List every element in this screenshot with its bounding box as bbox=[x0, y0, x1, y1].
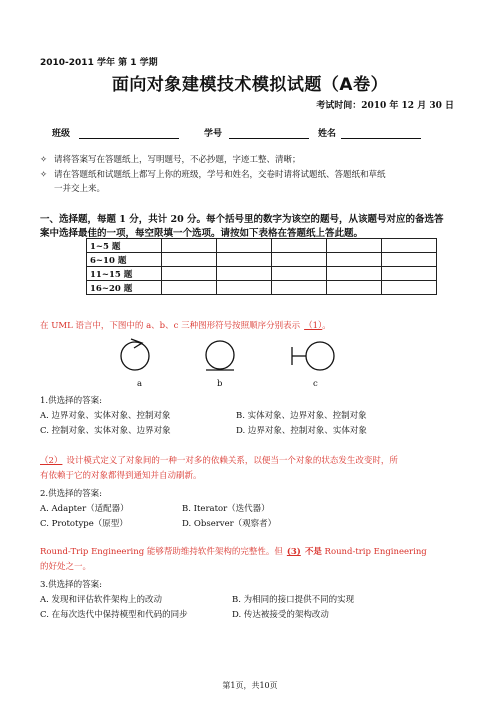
answer-table bbox=[86, 238, 437, 295]
answer-cell bbox=[162, 239, 217, 253]
answer-cell bbox=[217, 267, 272, 281]
uml-symbols-figure bbox=[110, 336, 350, 376]
table-row bbox=[87, 281, 437, 295]
q1-options-label: 1.供选择的答案: bbox=[40, 396, 102, 406]
answer-cell bbox=[272, 253, 327, 267]
q1-option-d: D. 边界对象、控制对象、实体对象 bbox=[236, 426, 367, 436]
section1-line1: 一、选择题，每题 1 分，共计 20 分。每个括号里的数字为该空的题号，从该题号对应的备选答 bbox=[40, 214, 444, 225]
answer-cell bbox=[327, 253, 382, 267]
answer-cell bbox=[382, 239, 437, 253]
year-term: 2010-2011 学年 第 1 学期 bbox=[40, 58, 158, 68]
exam-title: 面向对象建模技术模拟试题（A卷） bbox=[111, 75, 389, 95]
entity-object-icon bbox=[206, 341, 234, 370]
q3-option-a: A. 发现和评估软件架构上的改动 bbox=[40, 595, 163, 605]
answer-cell bbox=[272, 239, 327, 253]
answer-cell bbox=[327, 239, 382, 253]
q2-line2: 有依赖于它的对象都得到通知并自动刷新。 bbox=[40, 471, 202, 481]
figure-label-b: b bbox=[217, 379, 223, 389]
q2-line1: （2） 设计模式定义了对象间的一种一对多的依赖关系，以便当一个对象的状态发生改变时，所 bbox=[40, 456, 398, 466]
table-row bbox=[87, 253, 437, 267]
q2-option-b: B. Iterator（迭代器） bbox=[182, 504, 270, 514]
q1-option-a: A. 边界对象、实体对象、控制对象 bbox=[40, 411, 171, 421]
page-footer: 第1页，共10页 bbox=[222, 681, 278, 690]
q3-line2: 的好处之一。 bbox=[40, 562, 92, 572]
id-label: 学号 bbox=[204, 129, 223, 139]
q3-option-c: C. 在每次迭代中保持模型和代码的同步 bbox=[40, 610, 188, 620]
q2-option-c: C. Prototype（原型） bbox=[40, 519, 128, 529]
q3-line1: Round-Trip Engineering 能够帮助维持软件架构的完整性。但 (3) 不是 Round-trip Engineering bbox=[40, 547, 427, 557]
answer-cell bbox=[382, 253, 437, 267]
name-field bbox=[318, 126, 421, 139]
note-2: ✧ 请在答题纸和试题纸上都写上你的班级，学号和姓名，交卷时请将试题纸、答题纸和草纸 bbox=[40, 170, 386, 180]
exam-time: 考试时间：2010 年 12 月 30 日 bbox=[316, 101, 454, 111]
control-object-icon bbox=[121, 339, 149, 370]
diamond-bullet-icon: ✧ bbox=[40, 170, 48, 180]
answer-cell bbox=[272, 267, 327, 281]
class-underline bbox=[79, 128, 179, 139]
q2-option-a: A. Adapter（适配器） bbox=[40, 504, 129, 514]
name-underline bbox=[341, 128, 421, 139]
name-label: 姓名 bbox=[318, 129, 337, 139]
section1-line2: 案中选择最佳的一项，每空限填一个选项。请按如下表格在答题纸上答此题。 bbox=[40, 228, 364, 239]
boundary-object-icon bbox=[292, 342, 334, 370]
answer-cell bbox=[217, 281, 272, 295]
id-underline bbox=[229, 128, 309, 139]
q1-option-c: C. 控制对象、实体对象、边界对象 bbox=[40, 426, 171, 436]
q1-blank: （1） bbox=[304, 321, 323, 331]
note-2-cont: 一并交上来。 bbox=[54, 184, 106, 194]
q1-option-b: B. 实体对象、边界对象、控制对象 bbox=[236, 411, 367, 421]
row-label: 11~15 题 bbox=[87, 267, 162, 281]
q3-option-d: D. 传达被接受的架构改动 bbox=[232, 610, 329, 620]
q3-options-label: 3.供选择的答案: bbox=[40, 580, 102, 590]
answer-cell bbox=[382, 267, 437, 281]
q1-text: 在 UML 语言中，下图中的 a、b、c 三种图形符号按照顺序分别表示 （1）。 bbox=[40, 321, 331, 331]
class-label: 班级 bbox=[52, 129, 71, 139]
answer-cell bbox=[217, 253, 272, 267]
q2-blank: （2） bbox=[40, 456, 63, 466]
diamond-bullet-icon: ✧ bbox=[40, 155, 48, 165]
figure-label-a: a bbox=[137, 379, 143, 389]
id-field bbox=[204, 126, 309, 139]
row-label: 1~5 题 bbox=[87, 239, 162, 253]
answer-cell bbox=[217, 239, 272, 253]
answer-cell bbox=[382, 281, 437, 295]
q2-options-label: 2.供选择的答案: bbox=[40, 489, 102, 499]
note-1: ✧ 请将答案写在答题纸上，写明题号，不必抄题，字迹工整、清晰； bbox=[40, 155, 301, 165]
figure-label-c: c bbox=[313, 379, 318, 389]
answer-cell bbox=[162, 281, 217, 295]
answer-cell bbox=[162, 267, 217, 281]
q2-option-d: D. Observer（观察者） bbox=[182, 519, 277, 529]
answer-cell bbox=[272, 281, 327, 295]
table-row bbox=[87, 239, 437, 253]
row-label: 6~10 题 bbox=[87, 253, 162, 267]
answer-cell bbox=[327, 281, 382, 295]
table-row bbox=[87, 267, 437, 281]
answer-cell bbox=[162, 253, 217, 267]
class-field bbox=[52, 126, 179, 139]
row-label: 16~20 题 bbox=[87, 281, 162, 295]
answer-cell bbox=[327, 267, 382, 281]
q3-blank: (3) bbox=[286, 547, 301, 557]
q3-option-b: B. 为相同的接口提供不同的实现 bbox=[232, 595, 355, 605]
